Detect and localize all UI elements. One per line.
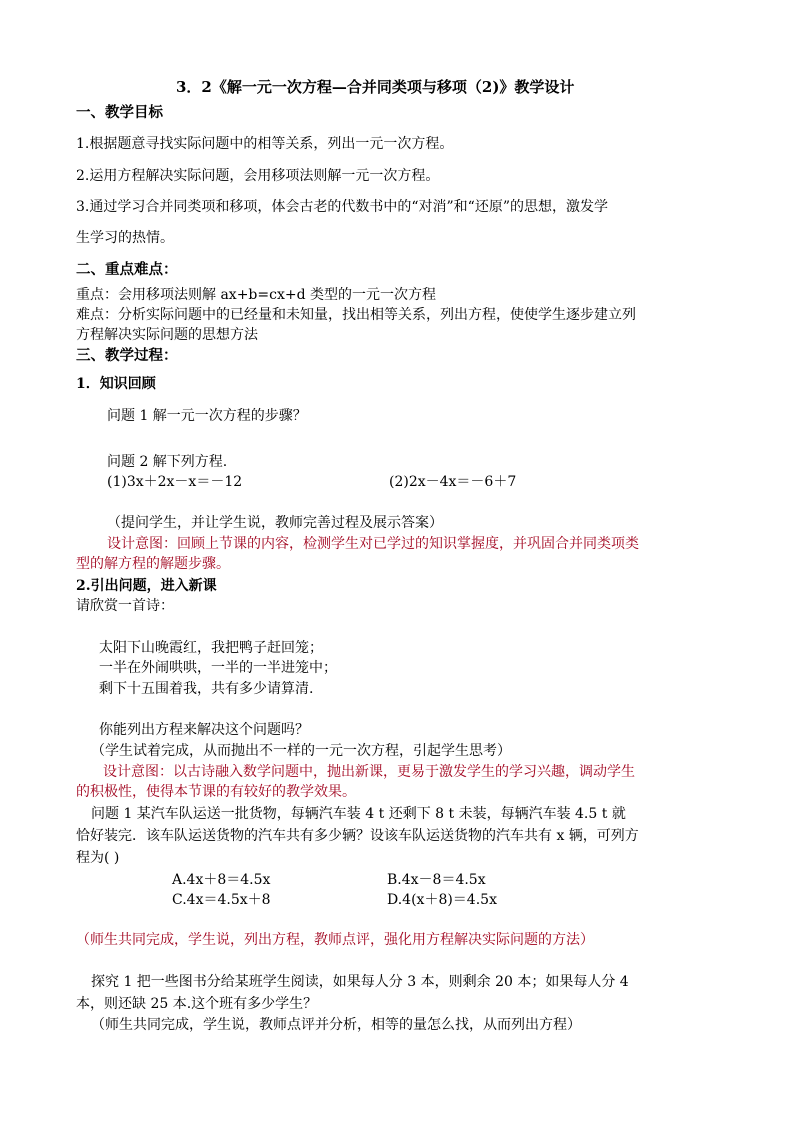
problem-1-line2: 恰好装完．该车队运送货物的汽车共有多少辆？设该车队运送货物的汽车共有 x 辆，可列方 bbox=[76, 828, 639, 844]
document-title: 3．2《解一元一次方程—合并同类项与移项（2)》教学设计 bbox=[176, 78, 575, 96]
poem-line-3: 剩下十五围着我，共有多少请算清. bbox=[99, 681, 314, 697]
section-heading-process: 三、教学过程： bbox=[76, 347, 178, 364]
design-intent-2-line2: 的积极性，使得本节课的有较好的教学效果。 bbox=[76, 784, 356, 800]
option-b: B.4x－8＝4.5x bbox=[387, 872, 486, 888]
objective-3-line2: 生学习的热情。 bbox=[76, 230, 174, 246]
part1-heading: 1．知识回顾 bbox=[76, 376, 156, 392]
key-point-text: 重点：会用移项法则解 ax+b=cx+d 类型的一元一次方程 bbox=[76, 287, 436, 303]
difficulty-line2: 方程解决实际问题的思想方法 bbox=[76, 327, 258, 343]
objective-2: 2.运用方程解决实际问题，会用移项法则解一元一次方程。 bbox=[76, 168, 440, 184]
option-c: C.4x＝4.5x＋8 bbox=[172, 892, 271, 908]
teaching-note-1: （提问学生，并让学生说，教师完善过程及展示答案） bbox=[107, 515, 443, 531]
problem-1-line3: 程为( ) bbox=[76, 850, 120, 866]
poem-line-2: 一半在外闹哄哄，一半的一半进笼中； bbox=[99, 660, 337, 676]
option-d: D.4(x＋8)＝4.5x bbox=[387, 892, 497, 908]
poem-intro: 请欣赏一首诗： bbox=[76, 598, 174, 614]
teaching-note-4: （师生共同完成，学生说，教师点评并分析，相等的量怎么找，从而列出方程） bbox=[91, 1017, 581, 1033]
teaching-note-2: （学生试着完成，从而抛出不一样的一元一次方程，引起学生思考） bbox=[91, 743, 511, 759]
section-heading-objectives: 一、教学目标 bbox=[76, 104, 163, 121]
review-question-2: 问题 2 解下列方程. bbox=[107, 454, 228, 470]
objective-1: 1.根据题意寻找实际问题中的相等关系，列出一元一次方程。 bbox=[76, 136, 454, 152]
equation-1: (1)3x＋2x－x＝－12 bbox=[107, 474, 243, 490]
option-a: A.4x＋8＝4.5x bbox=[172, 872, 271, 888]
poem-line-1: 太阳下山晚霞红，我把鸭子赶回笼； bbox=[99, 640, 323, 656]
section-heading-key-points: 二、重点难点： bbox=[76, 261, 178, 278]
explore-1-line1: 探究 1 把一些图书分给某班学生阅读，如果每人分 3 本，则剩余 20 本；如果每人分 4 bbox=[91, 974, 629, 990]
problem-1-line1: 问题 1 某汽车队运送一批货物，每辆汽车装 4 t 还剩下 8 t 未装，每辆汽车装 4.5 t 就 bbox=[91, 806, 626, 822]
design-intent-1-line2: 型的解方程的解题步骤。 bbox=[76, 556, 230, 572]
design-intent-1-line1: 设计意图：回顾上节课的内容，检测学生对已学过的知识掌握度，并巩固合并同类项类 bbox=[107, 536, 639, 552]
difficulty-line1: 难点：分析实际问题中的已经量和未知量，找出相等关系，列出方程，使使学生逐步建立列 bbox=[76, 307, 636, 323]
poem-question: 你能列出方程来解决这个问题吗？ bbox=[99, 722, 309, 738]
equation-2: (2)2x－4x＝－6＋7 bbox=[389, 474, 517, 490]
teaching-note-3: （师生共同完成，学生说，列出方程，教师点评，强化用方程解决实际问题的方法） bbox=[76, 932, 594, 948]
design-intent-2-line1: 设计意图：以古诗融入数学问题中，抛出新课，更易于激发学生的学习兴趣，调动学生 bbox=[103, 764, 635, 780]
part2-heading: 2.引出问题，进入新课 bbox=[76, 578, 217, 594]
explore-1-line2: 本，则还缺 25 本.这个班有多少学生？ bbox=[76, 996, 318, 1012]
review-question-1: 问题 1 解一元一次方程的步骤？ bbox=[107, 408, 307, 424]
objective-3-line1: 3.通过学习合并同类项和移项，体会古老的代数书中的“对消”和“还原”的思想，激发学 bbox=[76, 199, 608, 215]
